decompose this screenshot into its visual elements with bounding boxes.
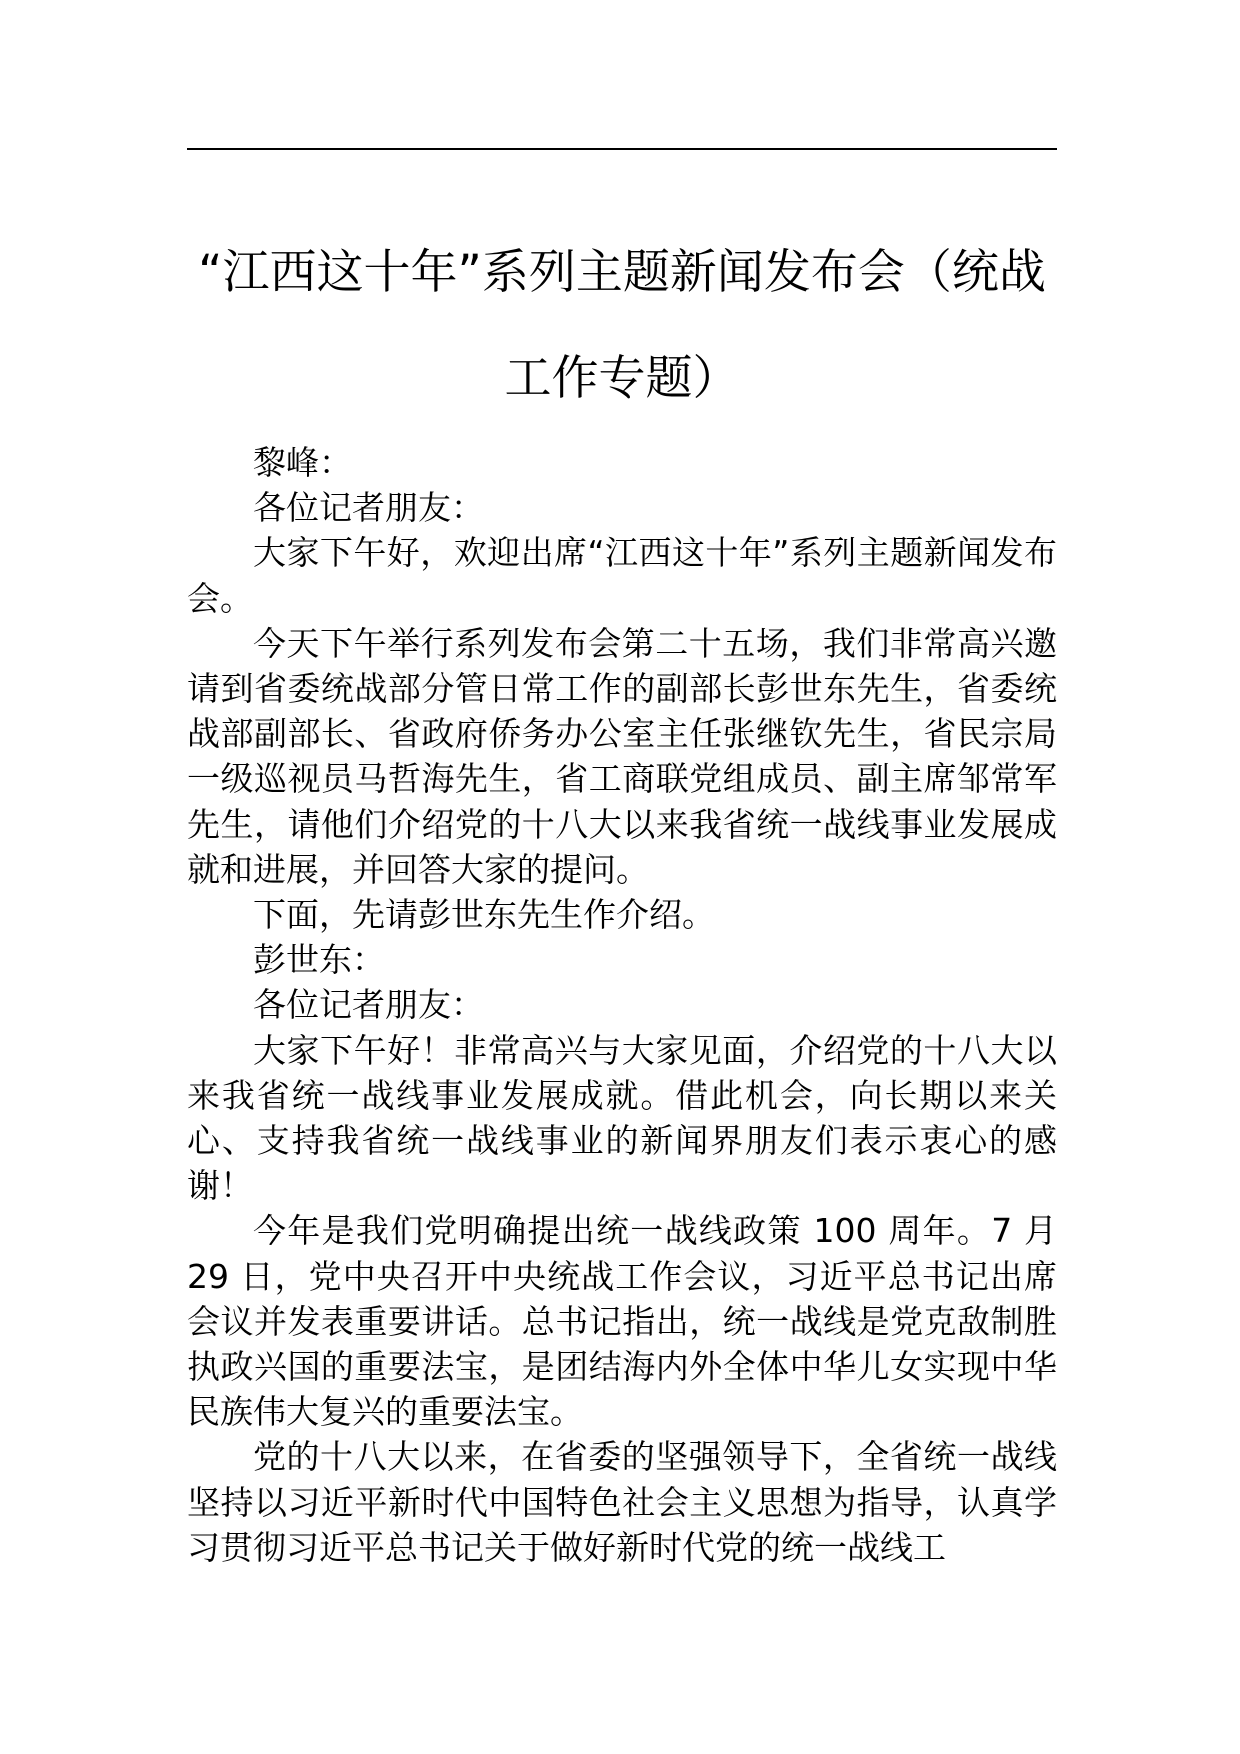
paragraph: 党的十八大以来，在省委的坚强领导下，全省统一战线坚持以习近平新时代中国特色社会主义思想为指导，认真学习贯彻习近平总书记关于做好新时代党的统一战线工 [187,1437,1057,1567]
paragraph: 今天下午举行系列发布会第二十五场，我们非常高兴邀请到省委统战部分管日常工作的副部长彭世东先生，省委统战部副部长、省政府侨务办公室主任张继钦先生，省民宗局一级巡视员马哲海先生，省工商联党组成员、副主席邹常军先生，请他们介绍党的十八大以来我省统一战线事业发展成就和进展，并回答大家的提问。 [187,623,1057,889]
title-line-1: “江西这十年”系列主题新闻发布会（统战 [198,245,1046,300]
document-title [187,220,1057,432]
document-body [187,440,1057,1570]
greeting: 各位记者朋友： [253,985,484,1025]
title-line-2: 工作专题） [504,351,740,406]
speaker-label: 彭世东： [253,940,385,980]
paragraph: 大家下午好，欢迎出席“江西这十年”系列主题新闻发布会。 [187,533,1057,618]
speaker-label: 黎峰： [253,443,352,482]
greeting: 各位记者朋友： [253,488,484,528]
paragraph: 大家下午好！非常高兴与大家见面，介绍党的十八大以来我省统一战线事业发展成就。借此机会，向长期以来关心、支持我省统一战线事业的新闻界朋友们表示衷心的感谢！ [187,1030,1057,1206]
header-rule [187,148,1057,150]
paragraph: 下面，先请彭世东先生作介绍。 [253,895,715,935]
paragraph: 今年是我们党明确提出统一战线政策 100 周年。7 月 29 日，党中央召开中央统战工作会议，习近平总书记出席会议并发表重要讲话。总书记指出，统一战线是党克敌制胜执政兴国的重要法宝，是团结海内外全体中华儿女实现中华民族伟大复兴的重要法宝。 [187,1211,1057,1432]
